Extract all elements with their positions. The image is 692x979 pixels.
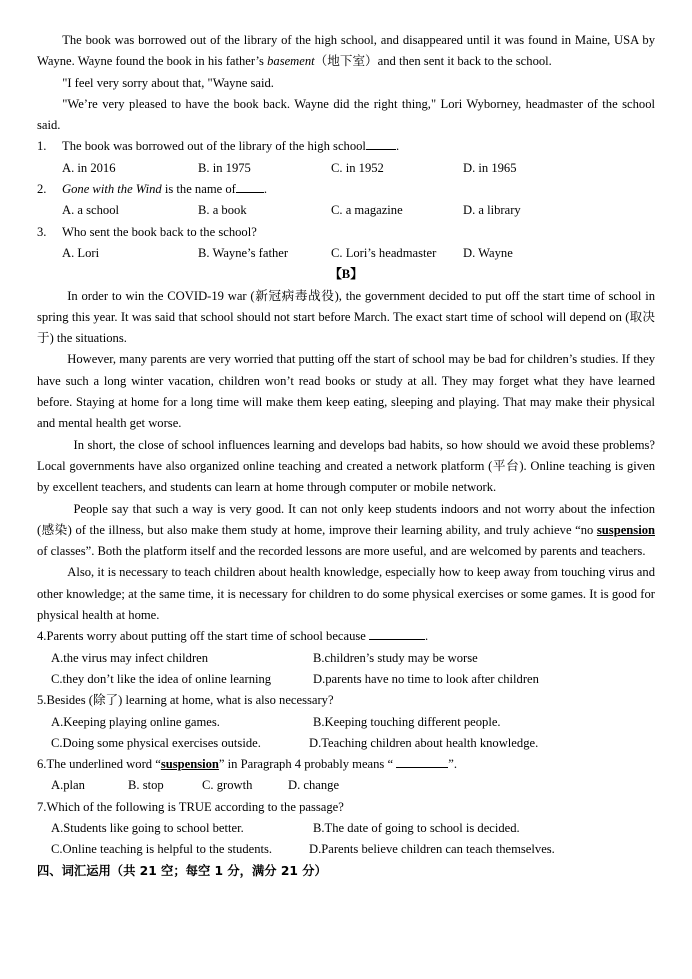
- answer-blank: [369, 626, 425, 640]
- underlined-word: suspension: [160, 757, 219, 772]
- option: D. change: [288, 778, 340, 793]
- option: D.parents have no time to look after children: [313, 671, 539, 686]
- passage-b-paragraph-5: Also, it is necessary to teach children about health knowledge, especially how to keep away from touching virus and other knowledge; at the same time, it is necessary for children to do some physical exercises or some games. It is good for physical health at home.: [37, 565, 655, 623]
- answer-blank: [396, 754, 448, 768]
- option: A.the virus may infect children: [51, 650, 209, 665]
- answer-blank: [236, 179, 264, 193]
- option: D. Wayne: [463, 245, 513, 260]
- option: B.Keeping touching different people.: [313, 714, 501, 729]
- passage-b-paragraph-1: In order to win the COVID-19 war (新冠病毒战役), the government decided to put off the start time of school in spring this year. It was said that school should not start before March. The exact start time of school will depend on (取决于) the situations.: [37, 288, 655, 346]
- option: A. in 2016: [62, 160, 116, 175]
- option: C.Online teaching is helpful to the students.: [51, 842, 273, 857]
- question-7: 7.Which of the following is TRUE according to the passage?: [37, 799, 344, 814]
- option: D.Teaching children about health knowledge.: [309, 735, 539, 750]
- option: C. Lori’s headmaster: [331, 245, 437, 260]
- answer-blank: [366, 136, 396, 150]
- option: A.Keeping playing online games.: [51, 714, 220, 729]
- passage-b-paragraph-2: However, many parents are very worried that putting off the start of school may be bad for children’s studies. If they have such a long winter vacation, children won’t read books or study at all. They may forget what they have learned before. Staying at home for a long time will make them keep eating, sleeping and playing. That may make their physical and mental health get worse.: [37, 352, 655, 431]
- option: D. in 1965: [463, 160, 517, 175]
- question-6: 6.The underlined word “suspension” in Paragraph 4 probably means “ ”.: [37, 754, 655, 775]
- option: C. in 1952: [331, 160, 384, 175]
- question-7-options-row-1: [37, 818, 655, 839]
- question-4: 4.Parents worry about putting off the start time of school because .: [37, 626, 655, 647]
- question-2-options: [37, 200, 655, 221]
- option: B.The date of going to school is decided.: [313, 820, 520, 835]
- option: B.children’s study may be worse: [313, 650, 478, 665]
- passage-a-paragraph-2: "I feel very sorry about that, "Wayne said.: [62, 75, 274, 90]
- passage-b-paragraph-4: People say that such a way is very good. It can not only keep students indoors and not worry about the infection (感染) of the illness, but also make them study at home, improve their learning ability, and truly achieve “no suspension of classes”. Both the platform itself and the recorded lessons are more useful, and are welcomed by parents and teachers.: [37, 501, 655, 559]
- underlined-word: suspension: [596, 522, 655, 537]
- question-4-options-row-1: [37, 648, 655, 669]
- question-2: 2. Gone with the Wind is the name of .: [37, 179, 655, 200]
- option: A.plan: [51, 778, 85, 793]
- option: A. Lori: [62, 245, 100, 260]
- option: A.Students like going to school better.: [51, 820, 244, 835]
- option: B. stop: [128, 778, 164, 793]
- question-7-options-row-2: [37, 839, 655, 860]
- passage-b-title: 【B】: [329, 267, 363, 282]
- passage-a-paragraph-3: "We’re very pleased to have the book back. Wayne did the right thing," Lori Wyborney, headmaster of the school said.: [37, 96, 655, 133]
- passage-a-paragraph-1: The book was borrowed out of the library of the high school, and disappeared until it was found in Maine, USA by Wayne. Wayne found the book in his father’s basement（地下室）and then sent it back to the school.: [37, 33, 655, 69]
- option: C. a magazine: [331, 203, 403, 218]
- question-5: 5.Besides (除了) learning at home, what is also necessary?: [37, 693, 334, 708]
- option: B. in 1975: [198, 160, 251, 175]
- question-3-options: [37, 243, 655, 264]
- question-4-options-row-2: [37, 669, 655, 690]
- question-5-options-row-2: [37, 733, 655, 754]
- basement-word: basement: [267, 54, 315, 69]
- option: D. a library: [463, 203, 521, 218]
- option: C. growth: [202, 778, 253, 793]
- section-heading: 四、词汇运用（共 21 空；每空 1 分，满分 21 分）: [37, 863, 327, 878]
- question-5-options-row-1: [37, 712, 655, 733]
- option: B. Wayne’s father: [198, 245, 289, 260]
- question-1: 1. The book was borrowed out of the library of the high school .: [37, 136, 655, 157]
- question-3: 3. Who sent the book back to the school?: [37, 224, 257, 239]
- option: A. a school: [62, 203, 120, 218]
- option: C.they don’t like the idea of online learning: [51, 671, 272, 686]
- question-1-options: [37, 158, 655, 179]
- option: D.Parents believe children can teach themselves.: [309, 842, 555, 857]
- option: B. a book: [198, 203, 247, 218]
- option: C.Doing some physical exercises outside.: [51, 735, 261, 750]
- passage-b-paragraph-3: In short, the close of school influences learning and develops bad habits, so how should we avoid these problems? Local governments have also organized online teaching and created a network platform (平台). Online teaching is given by excellent teachers, and students can learn at home through computer or mobile network.: [37, 437, 655, 495]
- question-6-options: [37, 775, 655, 796]
